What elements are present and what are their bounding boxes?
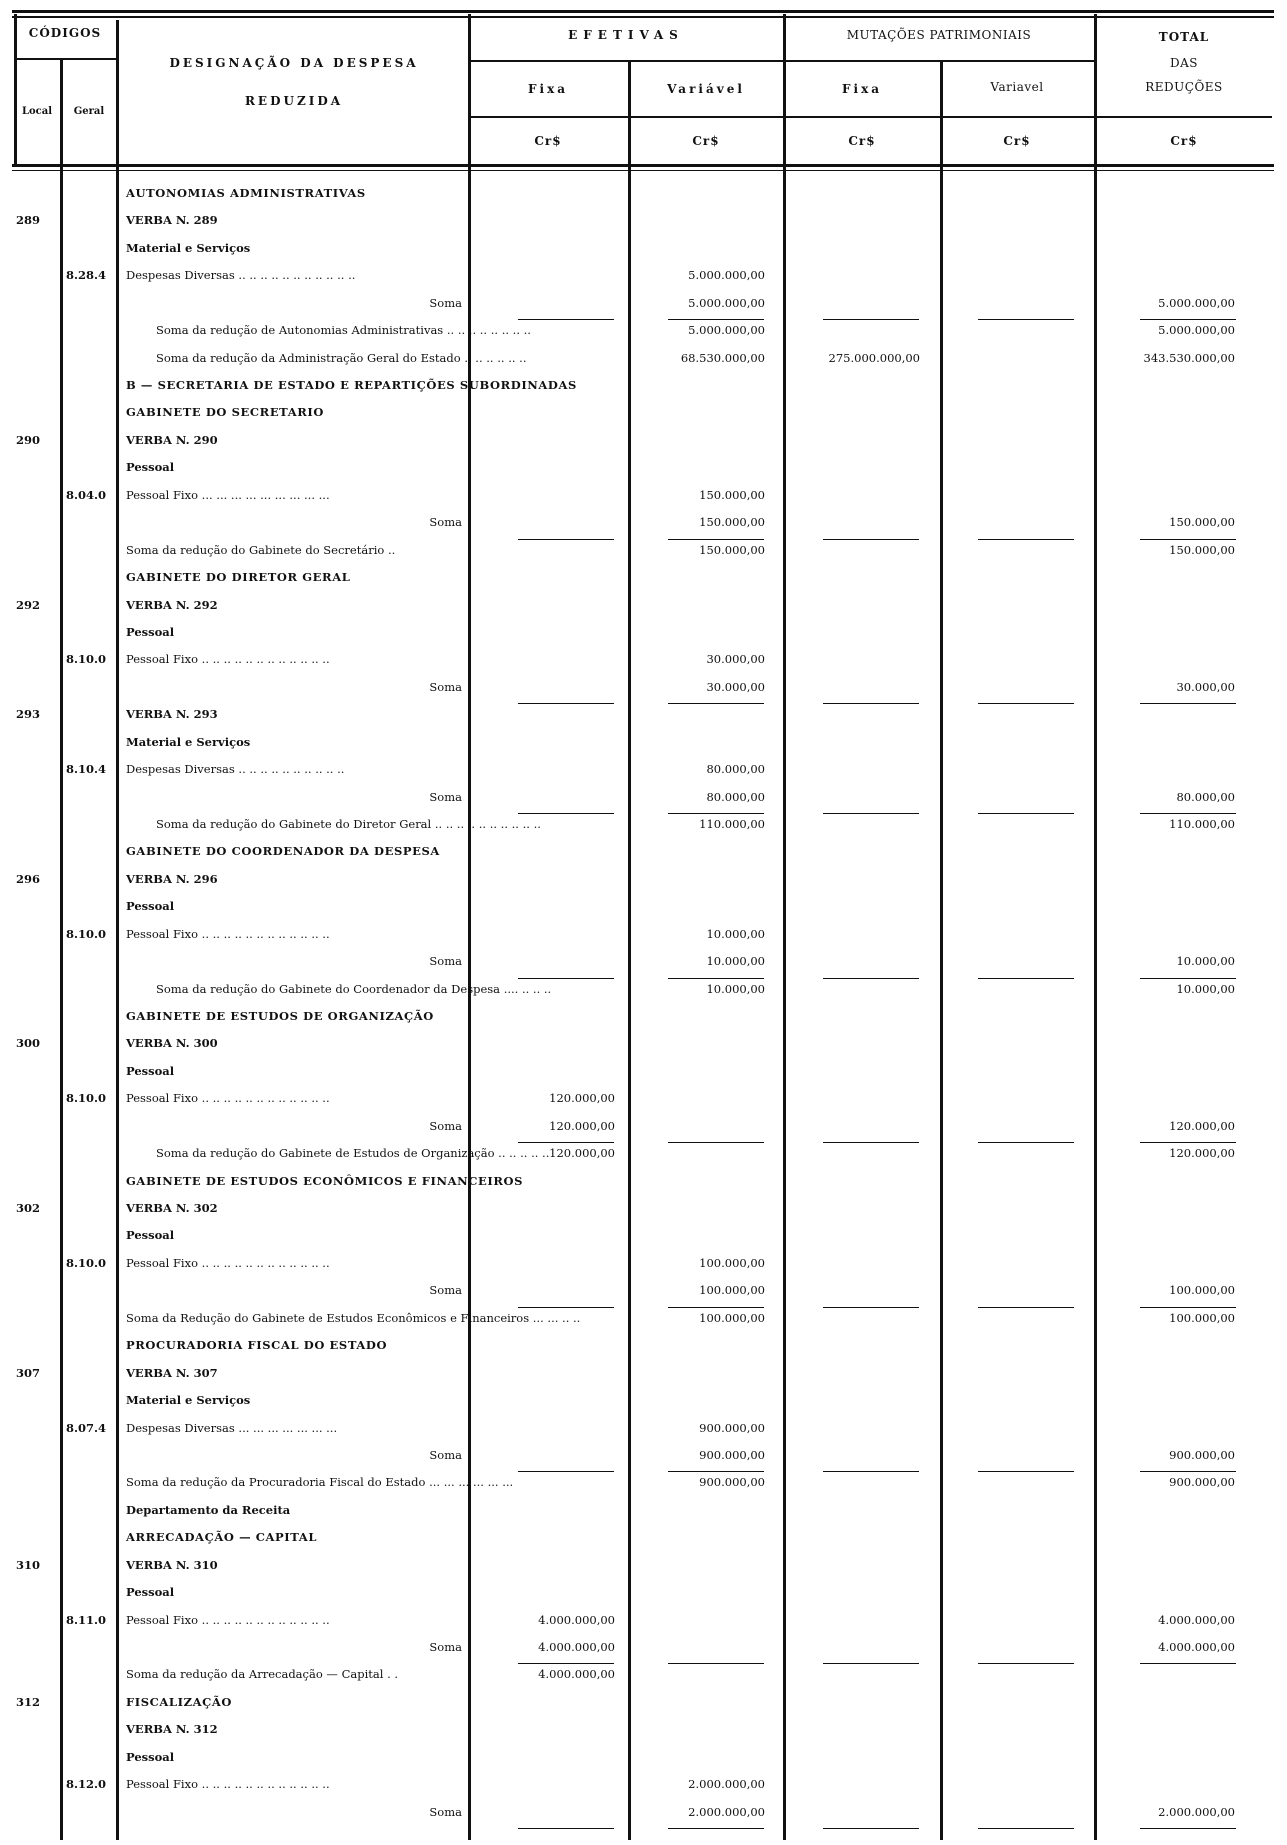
row-description: Pessoal xyxy=(126,460,175,475)
header-reducoes: REDUÇÕES xyxy=(1145,80,1223,94)
table-row xyxy=(0,1805,1287,1827)
row-description: Pessoal xyxy=(126,1228,175,1243)
row-efetiva-variavel: 100.000,00 xyxy=(699,1310,765,1325)
table-row xyxy=(0,296,1287,318)
row-geral-code: 8.28.4 xyxy=(66,268,107,283)
row-description: Pessoal xyxy=(126,899,175,914)
table-row xyxy=(0,872,1287,894)
header-mut-variavel: Variavel xyxy=(990,80,1044,94)
sum-underline xyxy=(1140,1828,1236,1829)
sum-underline xyxy=(668,978,764,979)
row-description: FISCALIZAÇÃO xyxy=(126,1694,232,1709)
row-description: Pessoal Fixo .. .. .. .. .. .. .. .. .. .. .. .. xyxy=(126,1777,330,1792)
header-mut-fixa: Fixa xyxy=(841,82,882,96)
table-row xyxy=(0,1146,1287,1168)
row-total-reducoes: 100.000,00 xyxy=(1169,1310,1235,1325)
row-description: VERBA N. 289 xyxy=(126,213,218,228)
sum-underline xyxy=(1140,1142,1236,1143)
table-row xyxy=(0,1695,1287,1717)
row-efetiva-variavel: 10.000,00 xyxy=(706,954,765,969)
table-row xyxy=(0,1036,1287,1058)
row-soma-label: Soma xyxy=(429,954,462,969)
row-efetiva-variavel: 30.000,00 xyxy=(706,679,765,694)
row-efetiva-variavel: 150.000,00 xyxy=(699,487,765,502)
header-das: DAS xyxy=(1169,56,1198,70)
sum-underline xyxy=(668,1663,764,1664)
table-row xyxy=(0,1750,1287,1772)
row-description: Despesas Diversas .. .. .. .. .. .. .. .. .. .. xyxy=(126,762,345,777)
table-row xyxy=(0,625,1287,647)
sum-underline xyxy=(668,1307,764,1308)
sum-underline xyxy=(518,1142,614,1143)
row-soma-label: Soma xyxy=(429,679,462,694)
row-total-reducoes: 900.000,00 xyxy=(1169,1475,1235,1490)
row-local-code: 292 xyxy=(16,597,41,612)
row-soma-label: Soma xyxy=(429,1283,462,1298)
row-efetiva-variavel: 100.000,00 xyxy=(699,1255,765,1270)
row-total-reducoes: 120.000,00 xyxy=(1169,1118,1235,1133)
sum-underline xyxy=(1140,1307,1236,1308)
table-row xyxy=(0,1558,1287,1580)
row-total-reducoes: 110.000,00 xyxy=(1169,816,1235,831)
sum-underline xyxy=(518,539,614,540)
table-row xyxy=(0,186,1287,208)
row-total-reducoes: 2.000.000,00 xyxy=(1158,1804,1235,1819)
row-description: Pessoal xyxy=(126,624,175,639)
row-efetiva-variavel: 2.000.000,00 xyxy=(688,1777,765,1792)
sum-underline xyxy=(978,1307,1074,1308)
row-total-reducoes: 150.000,00 xyxy=(1169,515,1235,530)
sum-underline xyxy=(668,1142,764,1143)
row-total-reducoes: 150.000,00 xyxy=(1169,542,1235,557)
table-row xyxy=(0,1311,1287,1333)
table-row xyxy=(0,1530,1287,1552)
table-row xyxy=(0,351,1287,373)
header-codigos: CÓDIGOS xyxy=(28,26,102,40)
sum-underline xyxy=(668,703,764,704)
header-variavel: Variável xyxy=(667,82,745,96)
row-efetiva-fixa: 120.000,00 xyxy=(549,1146,615,1161)
row-description: ARRECADAÇÃO — CAPITAL xyxy=(126,1530,318,1545)
row-soma-label: Soma xyxy=(429,1804,462,1819)
sum-underline xyxy=(518,703,614,704)
header-fixa: Fixa xyxy=(527,82,568,96)
row-total-reducoes: 5.000.000,00 xyxy=(1158,323,1235,338)
row-efetiva-fixa: 120.000,00 xyxy=(549,1118,615,1133)
header-currency-fixa: Cr$ xyxy=(534,134,562,148)
row-description: VERBA N. 296 xyxy=(126,871,218,886)
row-description: Pessoal Fixo .. .. .. .. .. .. .. .. .. .. .. .. xyxy=(126,652,330,667)
sum-underline xyxy=(518,1307,614,1308)
row-description: Pessoal Fixo ... ... ... ... ... ... ... ... ... xyxy=(126,487,330,502)
row-efetiva-variavel: 10.000,00 xyxy=(706,981,765,996)
header-currency-mvar: Cr$ xyxy=(1003,134,1031,148)
row-description: VERBA N. 310 xyxy=(126,1557,218,1572)
row-geral-code: 8.12.0 xyxy=(66,1777,107,1792)
row-description: VERBA N. 307 xyxy=(126,1365,218,1380)
table-row xyxy=(0,268,1287,290)
row-description: Soma da redução da Arrecadação — Capital . . xyxy=(126,1667,399,1682)
sum-underline xyxy=(978,1142,1074,1143)
row-description: Pessoal xyxy=(126,1063,175,1078)
row-local-code: 310 xyxy=(16,1557,41,1572)
table-row xyxy=(0,1091,1287,1113)
row-description: Pessoal xyxy=(126,1585,175,1600)
row-description: B — SECRETARIA DE ESTADO E REPARTIÇÕES SUBORDINADAS xyxy=(126,378,577,393)
row-description: GABINETE DE ESTUDOS ECONÔMICOS E FINANCEIROS xyxy=(126,1173,524,1188)
row-efetiva-variavel: 5.000.000,00 xyxy=(688,323,765,338)
sum-underline xyxy=(823,703,919,704)
sum-underline xyxy=(518,813,614,814)
sum-underline xyxy=(978,1471,1074,1472)
row-efetiva-fixa: 4.000.000,00 xyxy=(538,1612,615,1627)
table-row xyxy=(0,1503,1287,1525)
sum-underline xyxy=(823,813,919,814)
sum-underline xyxy=(978,978,1074,979)
row-efetiva-variavel: 900.000,00 xyxy=(699,1420,765,1435)
table-row xyxy=(0,515,1287,537)
row-description: GABINETE DE ESTUDOS DE ORGANIZAÇÃO xyxy=(126,1009,434,1023)
row-geral-code: 8.10.0 xyxy=(66,1091,107,1106)
table-row xyxy=(0,899,1287,921)
table-row xyxy=(0,1722,1287,1744)
header-local: Local xyxy=(21,106,53,117)
header-designacao: DESIGNAÇÃO DA DESPESA xyxy=(169,56,419,70)
row-efetiva-variavel: 30.000,00 xyxy=(706,652,765,667)
row-total-reducoes: 343.530.000,00 xyxy=(1143,350,1235,365)
header-mid-rule xyxy=(470,60,1094,62)
table-row xyxy=(0,954,1287,976)
table-row xyxy=(0,817,1287,839)
table-row xyxy=(0,652,1287,674)
sum-underline xyxy=(978,813,1074,814)
row-description: Soma da redução do Gabinete de Estudos de Organização .. .. .. .. .. xyxy=(156,1146,550,1161)
row-description: Pessoal xyxy=(126,1749,175,1764)
header-mutacoes: MUTAÇÕES PATRIMONIAIS xyxy=(846,28,1032,42)
row-description: Soma da redução do Gabinete do Secretário .. xyxy=(126,542,396,557)
sum-underline xyxy=(1140,1471,1236,1472)
table-row xyxy=(0,1640,1287,1662)
row-total-reducoes: 100.000,00 xyxy=(1169,1283,1235,1298)
sum-underline xyxy=(978,1663,1074,1664)
row-total-reducoes: 120.000,00 xyxy=(1169,1146,1235,1161)
table-row xyxy=(0,1366,1287,1388)
header-currency-total: Cr$ xyxy=(1170,134,1198,148)
table-row xyxy=(0,1119,1287,1141)
sum-underline xyxy=(823,978,919,979)
table-row xyxy=(0,1174,1287,1196)
row-description: Soma da redução do Gabinete do Diretor Geral .. .. .. .. .. .. .. .. .. .. xyxy=(156,816,541,831)
sum-underline xyxy=(518,1663,614,1664)
table-row xyxy=(0,1448,1287,1470)
row-soma-label: Soma xyxy=(429,1639,462,1654)
row-geral-code: 8.10.0 xyxy=(66,652,107,667)
table-row xyxy=(0,1064,1287,1086)
row-description: Soma da Redução do Gabinete de Estudos Econômicos e Financeiros ... ... .. .. xyxy=(126,1310,581,1325)
table-row xyxy=(0,323,1287,345)
row-description: Soma da redução de Autonomias Administrativas .. .. .. .. .. .. .. .. xyxy=(156,323,531,338)
sum-underline xyxy=(1140,1663,1236,1664)
table-row xyxy=(0,1283,1287,1305)
table-row xyxy=(0,1201,1287,1223)
row-efetiva-variavel: 80.000,00 xyxy=(706,789,765,804)
top-rule xyxy=(12,10,1274,13)
row-description: VERBA N. 302 xyxy=(126,1201,218,1216)
row-efetiva-fixa: 4.000.000,00 xyxy=(538,1639,615,1654)
row-description: VERBA N. 292 xyxy=(126,597,218,612)
sum-underline xyxy=(518,319,614,320)
row-description: GABINETE DO DIRETOR GERAL xyxy=(126,570,351,585)
header-currency-mfixa: Cr$ xyxy=(848,134,876,148)
table-row xyxy=(0,927,1287,949)
row-efetiva-variavel: 80.000,00 xyxy=(706,762,765,777)
table-row xyxy=(0,1009,1287,1031)
sum-underline xyxy=(668,813,764,814)
row-soma-label: Soma xyxy=(429,1118,462,1133)
sum-underline xyxy=(668,319,764,320)
sum-underline xyxy=(668,1471,764,1472)
row-description: Pessoal Fixo .. .. .. .. .. .. .. .. .. .. .. .. xyxy=(126,926,330,941)
sum-underline xyxy=(978,539,1074,540)
sum-underline xyxy=(823,1307,919,1308)
table-row xyxy=(0,1393,1287,1415)
header-geral: Geral xyxy=(73,106,105,117)
sum-underline xyxy=(823,1663,919,1664)
header-bottom-rule-2 xyxy=(12,170,1274,171)
row-soma-label: Soma xyxy=(429,515,462,530)
row-efetiva-variavel: 5.000.000,00 xyxy=(688,295,765,310)
row-description: Material e Serviços xyxy=(126,1393,251,1408)
row-description: Pessoal Fixo .. .. .. .. .. .. .. .. .. .. .. .. xyxy=(126,1255,330,1270)
header-codigos-rule xyxy=(14,58,116,60)
table-row xyxy=(0,241,1287,263)
row-description: VERBA N. 312 xyxy=(126,1722,218,1737)
row-geral-code: 8.10.0 xyxy=(66,926,107,941)
sum-underline xyxy=(518,1828,614,1829)
row-efetiva-fixa: 120.000,00 xyxy=(549,1091,615,1106)
sum-underline xyxy=(518,1471,614,1472)
row-geral-code: 8.04.0 xyxy=(66,487,107,502)
header-efetivas: EFETIVAS xyxy=(568,28,684,42)
row-description: VERBA N. 290 xyxy=(126,432,218,447)
table-row xyxy=(0,762,1287,784)
row-local-code: 312 xyxy=(16,1694,41,1709)
row-total-reducoes: 4.000.000,00 xyxy=(1158,1639,1235,1654)
row-efetiva-variavel: 68.530.000,00 xyxy=(680,350,765,365)
row-geral-code: 8.07.4 xyxy=(66,1420,107,1435)
sum-underline xyxy=(823,1471,919,1472)
row-efetiva-variavel: 150.000,00 xyxy=(699,542,765,557)
sum-underline xyxy=(978,319,1074,320)
row-description: Despesas Diversas .. .. .. .. .. .. .. .. .. .. .. xyxy=(126,268,356,283)
row-description: Soma da redução do Gabinete do Coordenador da Despesa .... .. .. .. xyxy=(156,981,552,996)
row-efetiva-variavel: 10.000,00 xyxy=(706,926,765,941)
row-efetiva-variavel: 110.000,00 xyxy=(699,816,765,831)
row-description: Soma da redução da Procuradoria Fiscal do Estado ... ... ... ... ... ... xyxy=(126,1475,514,1490)
table-row xyxy=(0,433,1287,455)
sum-underline xyxy=(823,1142,919,1143)
table-row xyxy=(0,213,1287,235)
row-description: GABINETE DO SECRETARIO xyxy=(126,405,324,420)
row-mutacao-fixa: 275.000.000,00 xyxy=(828,350,920,365)
table-row xyxy=(0,707,1287,729)
header-bottom-rule xyxy=(12,164,1274,167)
row-description: Pessoal Fixo .. .. .. .. .. .. .. .. .. .. .. .. xyxy=(126,1091,330,1106)
table-row xyxy=(0,488,1287,510)
table-row xyxy=(0,1256,1287,1278)
table-row xyxy=(0,680,1287,702)
row-description: Soma da redução da Administração Geral do Estado .. .. .. .. .. .. xyxy=(156,350,527,365)
table-row xyxy=(0,1338,1287,1360)
table-row xyxy=(0,460,1287,482)
row-efetiva-variavel: 5.000.000,00 xyxy=(688,268,765,283)
table-row xyxy=(0,1421,1287,1443)
sum-underline xyxy=(1140,978,1236,979)
row-total-reducoes: 10.000,00 xyxy=(1176,954,1235,969)
table-row xyxy=(0,844,1287,866)
table-row xyxy=(0,1228,1287,1250)
row-total-reducoes: 5.000.000,00 xyxy=(1158,295,1235,310)
sum-underline xyxy=(978,703,1074,704)
row-total-reducoes: 4.000.000,00 xyxy=(1158,1612,1235,1627)
sum-underline xyxy=(1140,703,1236,704)
row-local-code: 296 xyxy=(16,871,41,886)
row-description: PROCURADORIA FISCAL DO ESTADO xyxy=(126,1338,388,1353)
table-row xyxy=(0,1613,1287,1635)
row-total-reducoes: 80.000,00 xyxy=(1176,789,1235,804)
table-row xyxy=(0,1585,1287,1607)
row-description: VERBA N. 293 xyxy=(126,707,218,722)
sum-underline xyxy=(1140,813,1236,814)
table-row xyxy=(0,543,1287,565)
row-soma-label: Soma xyxy=(429,789,462,804)
header-currency-var: Cr$ xyxy=(692,134,720,148)
row-description: GABINETE DO COORDENADOR DA DESPESA xyxy=(126,844,440,859)
sum-underline xyxy=(823,1828,919,1829)
row-efetiva-variavel: 150.000,00 xyxy=(699,515,765,530)
row-local-code: 290 xyxy=(16,432,41,447)
header-reduzida: REDUZIDA xyxy=(244,94,344,108)
row-total-reducoes: 900.000,00 xyxy=(1169,1447,1235,1462)
row-description: Material e Serviços xyxy=(126,734,251,749)
row-total-reducoes: 10.000,00 xyxy=(1176,981,1235,996)
row-soma-label: Soma xyxy=(429,295,462,310)
row-description: Material e Serviços xyxy=(126,240,251,255)
row-efetiva-variavel: 2.000.000,00 xyxy=(688,1804,765,1819)
row-efetiva-variavel: 900.000,00 xyxy=(699,1475,765,1490)
row-description: Despesas Diversas ... ... ... ... ... ... ... xyxy=(126,1420,338,1435)
row-geral-code: 8.10.0 xyxy=(66,1255,107,1270)
row-efetiva-variavel: 900.000,00 xyxy=(699,1447,765,1462)
row-local-code: 302 xyxy=(16,1201,41,1216)
sum-underline xyxy=(1140,319,1236,320)
row-description: Pessoal Fixo .. .. .. .. .. .. .. .. .. .. .. .. xyxy=(126,1612,330,1627)
table-row xyxy=(0,1667,1287,1689)
sum-underline xyxy=(668,539,764,540)
table-row xyxy=(0,790,1287,812)
row-local-code: 300 xyxy=(16,1036,41,1051)
sum-underline xyxy=(823,319,919,320)
header-total: TOTAL xyxy=(1158,30,1210,44)
table-row xyxy=(0,405,1287,427)
sum-underline xyxy=(823,539,919,540)
header-lower-rule xyxy=(470,116,1272,118)
sum-underline xyxy=(1140,539,1236,540)
row-local-code: 293 xyxy=(16,707,41,722)
table-row xyxy=(0,378,1287,400)
row-description: VERBA N. 300 xyxy=(126,1036,218,1051)
table-row xyxy=(0,1475,1287,1497)
row-geral-code: 8.11.0 xyxy=(66,1612,107,1627)
row-geral-code: 8.10.4 xyxy=(66,762,107,777)
table-row xyxy=(0,1777,1287,1799)
table-row xyxy=(0,982,1287,1004)
sum-underline xyxy=(668,1828,764,1829)
sum-underline xyxy=(518,978,614,979)
table-row xyxy=(0,598,1287,620)
row-description: Departamento da Receita xyxy=(126,1502,291,1517)
row-total-reducoes: 30.000,00 xyxy=(1176,679,1235,694)
row-efetiva-variavel: 100.000,00 xyxy=(699,1283,765,1298)
table-row xyxy=(0,570,1287,592)
top-rule-2 xyxy=(12,16,1274,18)
row-local-code: 289 xyxy=(16,213,41,228)
row-description: AUTONOMIAS ADMINISTRATIVAS xyxy=(126,186,366,200)
row-soma-label: Soma xyxy=(429,1447,462,1462)
row-local-code: 307 xyxy=(16,1365,41,1380)
row-efetiva-fixa: 4.000.000,00 xyxy=(538,1667,615,1682)
sum-underline xyxy=(978,1828,1074,1829)
table-row xyxy=(0,735,1287,757)
